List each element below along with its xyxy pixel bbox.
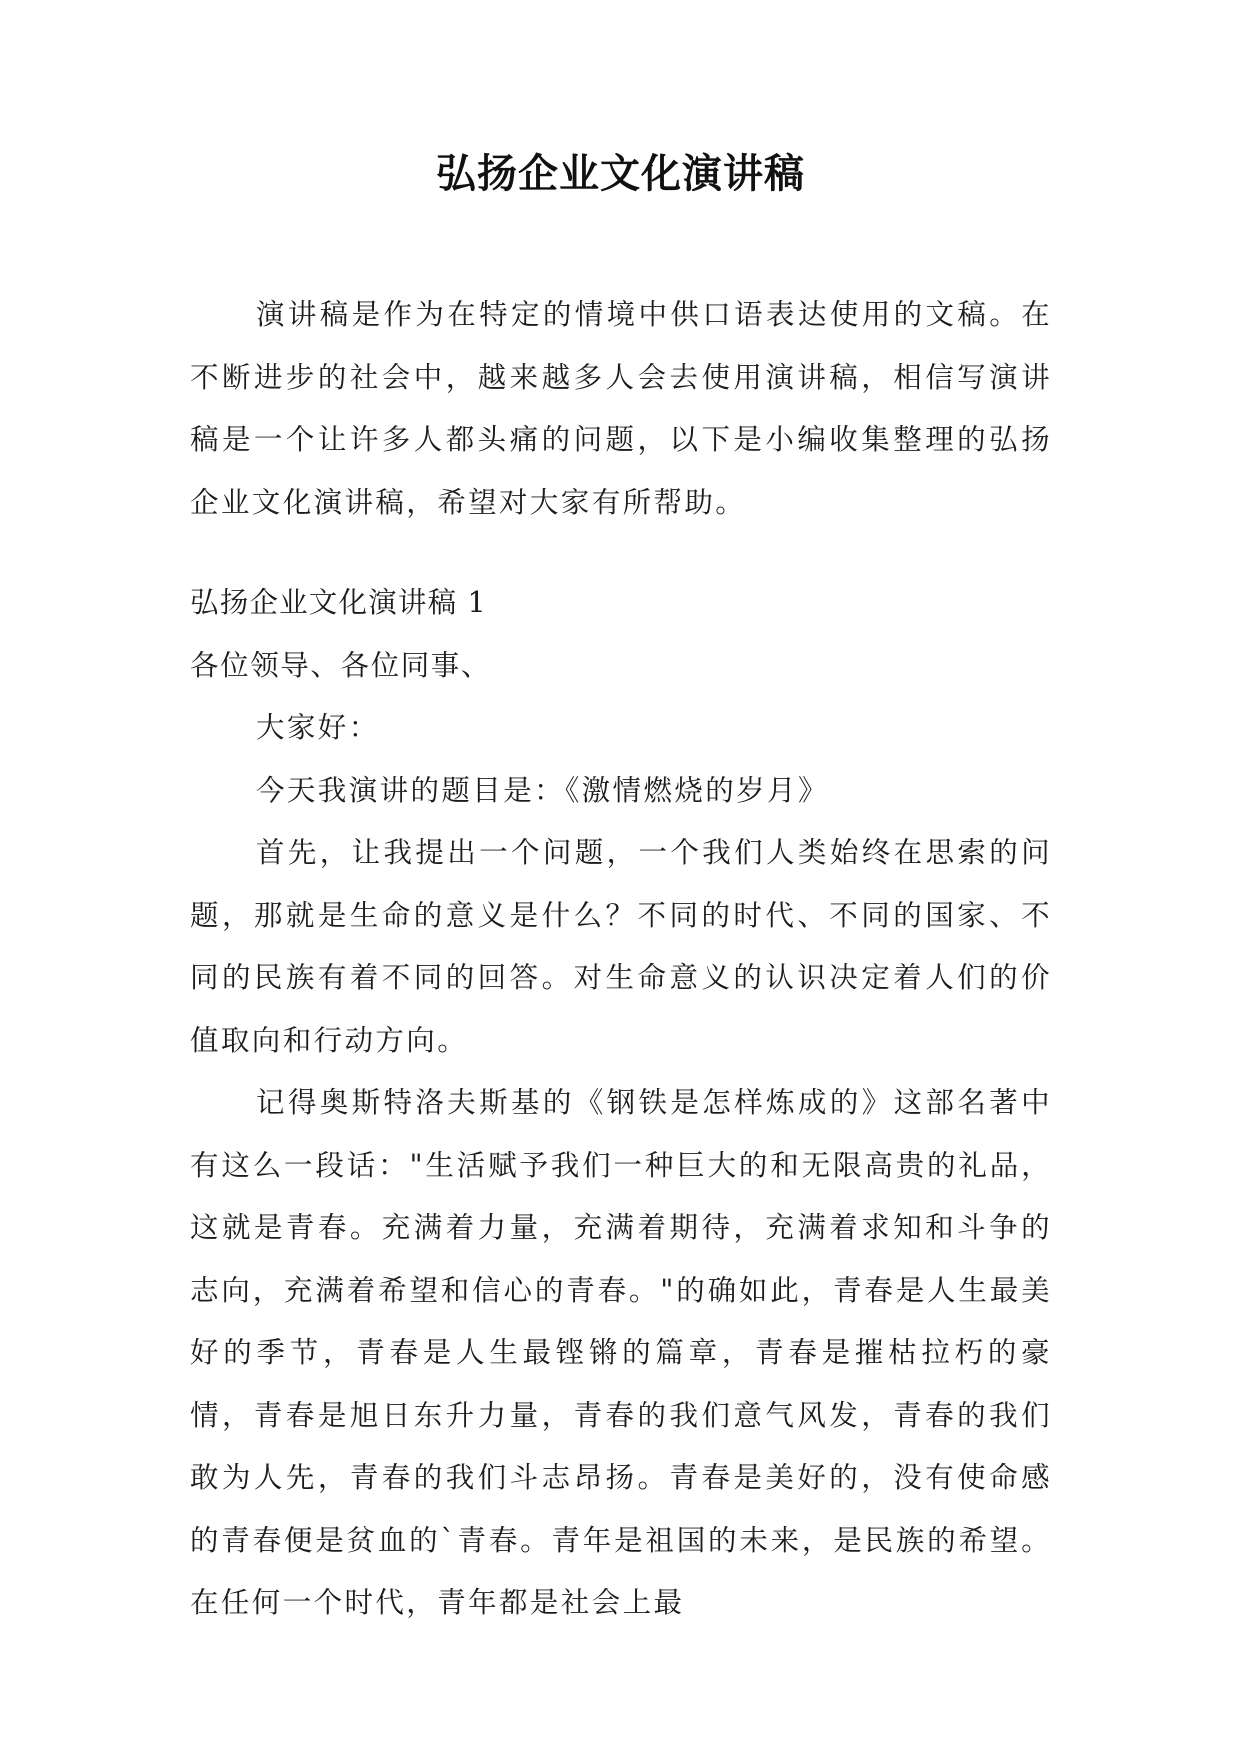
- document-title: 弘扬企业文化演讲稿: [436, 150, 805, 197]
- speech-section: [190, 572, 1052, 1635]
- greeting-line: 大家好：: [256, 711, 380, 744]
- salutation-line: 各位领导、各位同事、: [190, 648, 492, 682]
- intro-block: [190, 284, 1052, 534]
- body-paragraph: 记得奥斯特洛夫斯基的《钢铁是怎样炼成的》这部名著中有这么一段话："生活赋予我们一种巨大的和无限高贵的礼品，这就是青春。充满着力量，充满着期待，充满着求知和斗争的志向，充满着希望和信心的青春。"的确如此，青春是人生最美好的季节，青春是人生最铿锵的篇章，青春是摧枯拉朽的豪情，青春是旭日东升力量，青春的我们意气风发，青春的我们敢为人先，青春的我们斗志昂扬。青春是美好的，没有使命感的青春便是贫血的`青春。青年是祖国的未来，是民族的希望。在任何一个时代，青年都是社会上最: [190, 1086, 1052, 1619]
- section-heading: 弘扬企业文化演讲稿 1: [190, 586, 487, 619]
- intro-paragraph: 演讲稿是作为在特定的情境中供口语表达使用的文稿。在不断进步的社会中，越来越多人会去使用演讲稿，相信写演讲稿是一个让许多人都头痛的问题，以下是小编收集整理的弘扬企业文化演讲稿，希望对大家有所帮助。: [190, 298, 1052, 519]
- topic-line: 今天我演讲的题目是：《激情燃烧的岁月》: [256, 773, 829, 807]
- body-paragraph: 首先，让我提出一个问题，一个我们人类始终在思索的问题，那就是生命的意义是什么？不同的时代、不同的国家、不同的民族有着不同的回答。对生命意义的认识决定着人们的价值取向和行动方向。: [190, 836, 1052, 1057]
